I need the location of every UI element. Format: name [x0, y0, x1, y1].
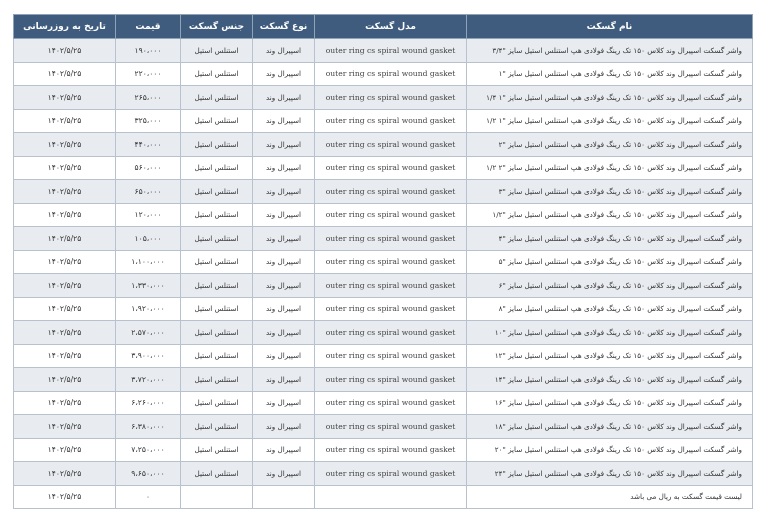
cell-material: استنلس استیل [181, 203, 253, 227]
header-model: مدل گسکت [315, 15, 467, 39]
cell-material: استنلس استیل [181, 438, 253, 462]
cell-name: واشر گسکت اسپیرال وند کلاس ۱۵۰ تک رینگ فولادی هپ استنلس استیل سایز "۳ [467, 180, 753, 204]
cell-name: لیست قیمت گسکت به ریال می باشد [467, 485, 753, 509]
cell-material: استنلس استیل [181, 227, 253, 251]
table-row [14, 415, 753, 439]
cell-type: اسپیرال وند [253, 156, 315, 180]
cell-type: اسپیرال وند [253, 391, 315, 415]
cell-price: ۱،۹۲۰،۰۰۰ [116, 297, 181, 321]
cell-date: ۱۴۰۲/۵/۲۵ [14, 62, 116, 86]
cell-type: اسپیرال وند [253, 415, 315, 439]
cell-price: ۱۹۰،۰۰۰ [116, 39, 181, 63]
cell-material: استنلس استیل [181, 180, 253, 204]
cell-model: outer ring cs spiral wound gasket [315, 109, 467, 133]
cell-date: ۱۴۰۲/۵/۲۵ [14, 250, 116, 274]
table-row [14, 297, 753, 321]
cell-price: ۶،۲۶۰،۰۰۰ [116, 391, 181, 415]
cell-name: واشر گسکت اسپیرال وند کلاس ۱۵۰ تک رینگ فولادی هپ استنلس استیل سایز "۱۶ [467, 391, 753, 415]
cell-date: ۱۴۰۲/۵/۲۵ [14, 297, 116, 321]
cell-price: ۵۶۰،۰۰۰ [116, 156, 181, 180]
cell-model: outer ring cs spiral wound gasket [315, 462, 467, 486]
cell-date: ۱۴۰۲/۵/۲۵ [14, 415, 116, 439]
cell-price: ۱،۱۰۰،۰۰۰ [116, 250, 181, 274]
cell-date: ۱۴۰۲/۵/۲۵ [14, 203, 116, 227]
cell-price: ۲۲۰،۰۰۰ [116, 62, 181, 86]
cell-price: ۲،۵۷۰،۰۰۰ [116, 321, 181, 345]
table-row [14, 391, 753, 415]
cell-material [181, 485, 253, 509]
cell-price: ۱۰۵،۰۰۰ [116, 227, 181, 251]
cell-name: واشر گسکت اسپیرال وند کلاس ۱۵۰ تک رینگ فولادی هپ استنلس استیل سایز "۱/۲ [467, 203, 753, 227]
cell-material: استنلس استیل [181, 344, 253, 368]
table-row [14, 368, 753, 392]
cell-material: استنلس استیل [181, 133, 253, 157]
cell-material: استنلس استیل [181, 274, 253, 298]
cell-date: ۱۴۰۲/۵/۲۵ [14, 438, 116, 462]
cell-name: واشر گسکت اسپیرال وند کلاس ۱۵۰ تک رینگ فولادی هپ استنلس استیل سایز "۱۴ [467, 368, 753, 392]
cell-date: ۱۴۰۲/۵/۲۵ [14, 156, 116, 180]
cell-name: واشر گسکت اسپیرال وند کلاس ۱۵۰ تک رینگ فولادی هپ استنلس استیل سایز "۸ [467, 297, 753, 321]
table-row [14, 133, 753, 157]
table-body [14, 39, 753, 509]
cell-price: ۳،۹۰۰،۰۰۰ [116, 344, 181, 368]
price-table-container [13, 14, 752, 509]
cell-date: ۱۴۰۲/۵/۲۵ [14, 321, 116, 345]
cell-type: اسپیرال وند [253, 344, 315, 368]
cell-name: واشر گسکت اسپیرال وند کلاس ۱۵۰ تک رینگ فولادی هپ استنلس استیل سایز "۱۲ [467, 344, 753, 368]
cell-model: outer ring cs spiral wound gasket [315, 321, 467, 345]
cell-type: اسپیرال وند [253, 39, 315, 63]
cell-model: outer ring cs spiral wound gasket [315, 368, 467, 392]
header-price: قیمت [116, 15, 181, 39]
cell-model: outer ring cs spiral wound gasket [315, 344, 467, 368]
header-type: نوع گسکت [253, 15, 315, 39]
table-row [14, 62, 753, 86]
cell-type: اسپیرال وند [253, 321, 315, 345]
cell-price: ۱،۳۳۰،۰۰۰ [116, 274, 181, 298]
cell-model: outer ring cs spiral wound gasket [315, 274, 467, 298]
cell-name: واشر گسکت اسپیرال وند کلاس ۱۵۰ تک رینگ فولادی هپ استنلس استیل سایز "۲ ۱/۲ [467, 156, 753, 180]
cell-name: واشر گسکت اسپیرال وند کلاس ۱۵۰ تک رینگ فولادی هپ استنلس استیل سایز "۱ ۱/۲ [467, 109, 753, 133]
cell-type: اسپیرال وند [253, 462, 315, 486]
cell-model: outer ring cs spiral wound gasket [315, 133, 467, 157]
header-name: نام گسکت [467, 15, 753, 39]
cell-date: ۱۴۰۲/۵/۲۵ [14, 462, 116, 486]
cell-model: outer ring cs spiral wound gasket [315, 86, 467, 110]
table-row [14, 462, 753, 486]
cell-model: outer ring cs spiral wound gasket [315, 39, 467, 63]
cell-material: استنلس استیل [181, 321, 253, 345]
cell-material: استنلس استیل [181, 109, 253, 133]
cell-material: استنلس استیل [181, 391, 253, 415]
cell-model: outer ring cs spiral wound gasket [315, 156, 467, 180]
table-row [14, 227, 753, 251]
table-row [14, 39, 753, 63]
cell-material: استنلس استیل [181, 86, 253, 110]
cell-type: اسپیرال وند [253, 62, 315, 86]
cell-model: outer ring cs spiral wound gasket [315, 227, 467, 251]
cell-model: outer ring cs spiral wound gasket [315, 391, 467, 415]
gasket-price-table [13, 14, 753, 509]
cell-type: اسپیرال وند [253, 86, 315, 110]
cell-model: outer ring cs spiral wound gasket [315, 180, 467, 204]
cell-type: اسپیرال وند [253, 203, 315, 227]
cell-model: outer ring cs spiral wound gasket [315, 250, 467, 274]
table-row [14, 86, 753, 110]
cell-price: ۴۴۰،۰۰۰ [116, 133, 181, 157]
cell-type: اسپیرال وند [253, 438, 315, 462]
cell-date: ۱۴۰۲/۵/۲۵ [14, 133, 116, 157]
cell-name: واشر گسکت اسپیرال وند کلاس ۱۵۰ تک رینگ فولادی هپ استنلس استیل سایز "۶ [467, 274, 753, 298]
cell-date: ۱۴۰۲/۵/۲۵ [14, 274, 116, 298]
cell-type: اسپیرال وند [253, 368, 315, 392]
table-row [14, 203, 753, 227]
table-row [14, 180, 753, 204]
cell-price: ۶۵۰،۰۰۰ [116, 180, 181, 204]
cell-type: اسپیرال وند [253, 109, 315, 133]
cell-model: outer ring cs spiral wound gasket [315, 415, 467, 439]
cell-material: استنلس استیل [181, 297, 253, 321]
cell-date: ۱۴۰۲/۵/۲۵ [14, 485, 116, 509]
cell-date: ۱۴۰۲/۵/۲۵ [14, 39, 116, 63]
header-date: تاریخ به روزرسانی [14, 15, 116, 39]
cell-name: واشر گسکت اسپیرال وند کلاس ۱۵۰ تک رینگ فولادی هپ استنلس استیل سایز "۳/۴ [467, 39, 753, 63]
cell-price: ۳۲۵،۰۰۰ [116, 109, 181, 133]
cell-name: واشر گسکت اسپیرال وند کلاس ۱۵۰ تک رینگ فولادی هپ استنلس استیل سایز "۲۰ [467, 438, 753, 462]
cell-date: ۱۴۰۲/۵/۲۵ [14, 86, 116, 110]
cell-type: اسپیرال وند [253, 297, 315, 321]
cell-price: ۹،۶۵۰،۰۰۰ [116, 462, 181, 486]
cell-model: outer ring cs spiral wound gasket [315, 438, 467, 462]
cell-price: ۱۲۰،۰۰۰ [116, 203, 181, 227]
header-material: جنس گسکت [181, 15, 253, 39]
cell-type: اسپیرال وند [253, 274, 315, 298]
cell-name: واشر گسکت اسپیرال وند کلاس ۱۵۰ تک رینگ فولادی هپ استنلس استیل سایز "۵ [467, 250, 753, 274]
cell-date: ۱۴۰۲/۵/۲۵ [14, 368, 116, 392]
cell-model: outer ring cs spiral wound gasket [315, 203, 467, 227]
table-row [14, 321, 753, 345]
table-row [14, 344, 753, 368]
table-row [14, 485, 753, 509]
cell-material: استنلس استیل [181, 462, 253, 486]
cell-type: اسپیرال وند [253, 250, 315, 274]
cell-type: اسپیرال وند [253, 133, 315, 157]
cell-price: ۷،۲۵۰،۰۰۰ [116, 438, 181, 462]
table-row [14, 438, 753, 462]
cell-name: واشر گسکت اسپیرال وند کلاس ۱۵۰ تک رینگ فولادی هپ استنلس استیل سایز "۴ [467, 227, 753, 251]
cell-type: اسپیرال وند [253, 227, 315, 251]
cell-price: ۳،۷۲۰،۰۰۰ [116, 368, 181, 392]
cell-material: استنلس استیل [181, 39, 253, 63]
cell-date: ۱۴۰۲/۵/۲۵ [14, 180, 116, 204]
cell-model: outer ring cs spiral wound gasket [315, 62, 467, 86]
table-header [14, 15, 753, 39]
cell-date: ۱۴۰۲/۵/۲۵ [14, 391, 116, 415]
cell-price: ۶،۳۸۰،۰۰۰ [116, 415, 181, 439]
cell-model: outer ring cs spiral wound gasket [315, 297, 467, 321]
table-row [14, 156, 753, 180]
header-row [14, 15, 753, 39]
cell-name: واشر گسکت اسپیرال وند کلاس ۱۵۰ تک رینگ فولادی هپ استنلس استیل سایز "۲ [467, 133, 753, 157]
table-row [14, 250, 753, 274]
cell-name: واشر گسکت اسپیرال وند کلاس ۱۵۰ تک رینگ فولادی هپ استنلس استیل سایز "۱۰ [467, 321, 753, 345]
cell-name: واشر گسکت اسپیرال وند کلاس ۱۵۰ تک رینگ فولادی هپ استنلس استیل سایز "۱ ۱/۴ [467, 86, 753, 110]
cell-type: اسپیرال وند [253, 180, 315, 204]
cell-price: ۰ [116, 485, 181, 509]
cell-date: ۱۴۰۲/۵/۲۵ [14, 344, 116, 368]
cell-price: ۲۶۵،۰۰۰ [116, 86, 181, 110]
cell-model [315, 485, 467, 509]
cell-date: ۱۴۰۲/۵/۲۵ [14, 227, 116, 251]
cell-material: استنلس استیل [181, 415, 253, 439]
cell-material: استنلس استیل [181, 62, 253, 86]
cell-material: استنلس استیل [181, 250, 253, 274]
cell-type [253, 485, 315, 509]
cell-date: ۱۴۰۲/۵/۲۵ [14, 109, 116, 133]
table-row [14, 274, 753, 298]
cell-material: استنلس استیل [181, 156, 253, 180]
table-row [14, 109, 753, 133]
cell-material: استنلس استیل [181, 368, 253, 392]
cell-name: واشر گسکت اسپیرال وند کلاس ۱۵۰ تک رینگ فولادی هپ استنلس استیل سایز "۲۴ [467, 462, 753, 486]
cell-name: واشر گسکت اسپیرال وند کلاس ۱۵۰ تک رینگ فولادی هپ استنلس استیل سایز "۱۸ [467, 415, 753, 439]
cell-name: واشر گسکت اسپیرال وند کلاس ۱۵۰ تک رینگ فولادی هپ استنلس استیل سایز "۱ [467, 62, 753, 86]
